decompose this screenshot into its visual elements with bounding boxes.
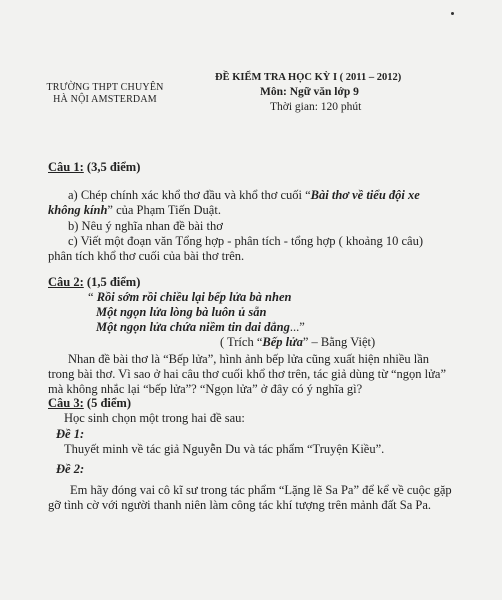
q1-b: b) Nêu ý nghĩa nhan đề bài thơ [68,219,223,233]
q3-de1-text: Thuyết minh về tác giả Nguyễn Du và tác phẩm “Truyện Kiều”. [64,442,385,456]
exam-subject: Môn: Ngữ văn lớp 9 [260,86,359,98]
poem-line-2: Một ngọn lửa lòng bà luôn ủ sẵn [96,305,267,319]
q3-label: Câu 3: [48,396,84,410]
poem-open-quote: “ [88,290,97,304]
q3-heading [48,396,131,411]
q2-para-line1: Nhan đề bài thơ là “Bếp lửa”, hình ảnh bếp lửa cũng xuất hiện nhiều lần [68,352,430,366]
q3-de2-label: Đề 2: [56,462,85,476]
q1-a-line1 [68,188,420,203]
q1-a-title-part1: Bài thơ về tiểu đội xe [310,188,420,202]
q3-points: (5 điểm) [83,396,131,410]
q1-points: (3,5 điểm) [83,160,141,174]
q2-heading [48,275,140,290]
poem-line-3-text: Một ngọn lửa chứa niềm tin dai dẳng [96,320,290,334]
poem-citation [220,335,375,350]
school-name-line2: HÀ NỘI AMSTERDAM [53,94,157,105]
q3-de2-line2: gỡ tình cờ với người thanh niên làm công tác khí tượng trên mảnh đất Sa Pa. [48,498,431,512]
q3-intro: Học sinh chọn một trong hai đề sau: [64,411,245,425]
q3-de2-line1: Em hãy đóng vai cô kĩ sư trong tác phẩm “Lặng lẽ Sa Pa” để kể về cuộc gặp [70,483,452,497]
q1-heading [48,160,140,175]
exam-time: Thời gian: 120 phút [270,101,362,113]
q3-de1-label: Đề 1: [56,427,85,441]
poem-line-1-text: Rồi sớm rồi chiều lại bếp lửa bà nhen [96,290,292,304]
q1-c-line1: c) Viết một đoạn văn Tổng hợp - phân tích - tổng hợp ( khoảng 10 câu) [68,234,423,248]
school-name-line1: TRƯỜNG THPT CHUYÊN [46,82,164,93]
cite-pre: ( Trích “ [220,335,263,349]
q1-a-pre: a) Chép chính xác khổ thơ đầu và khổ thơ cuối “ [68,188,311,202]
q2-para-line2: trong bài thơ. Vì sao ở hai câu thơ cuối khổ thơ trên, tác giả dùng từ “ngọn lửa” [48,367,447,381]
cite-post: ” – Bằng Việt) [302,335,376,349]
scan-speck [451,12,454,15]
exam-title: ĐỀ KIỂM TRA HỌC KỲ I ( 2011 – 2012) [215,72,402,83]
q2-para-line3: mà không nhắc lại “bếp lửa”? “Ngọn lửa” ở đây có ý nghĩa gì? [48,382,363,396]
poem-line-1 [88,290,291,305]
q2-points: (1,5 điểm) [83,275,141,289]
q1-a-line2 [48,203,221,218]
q1-a-title-part2: không kính [48,203,108,217]
poem-line-3 [96,320,305,335]
cite-title: Bếp lửa [262,335,303,349]
q2-label: Câu 2: [48,275,84,289]
q1-a-post: ” của Phạm Tiến Duật. [107,203,221,217]
poem-close-quote: ...” [289,320,305,334]
q1-c-line2: phân tích khổ thơ cuối của bài thơ trên. [48,249,245,263]
q1-label: Câu 1: [48,160,84,174]
